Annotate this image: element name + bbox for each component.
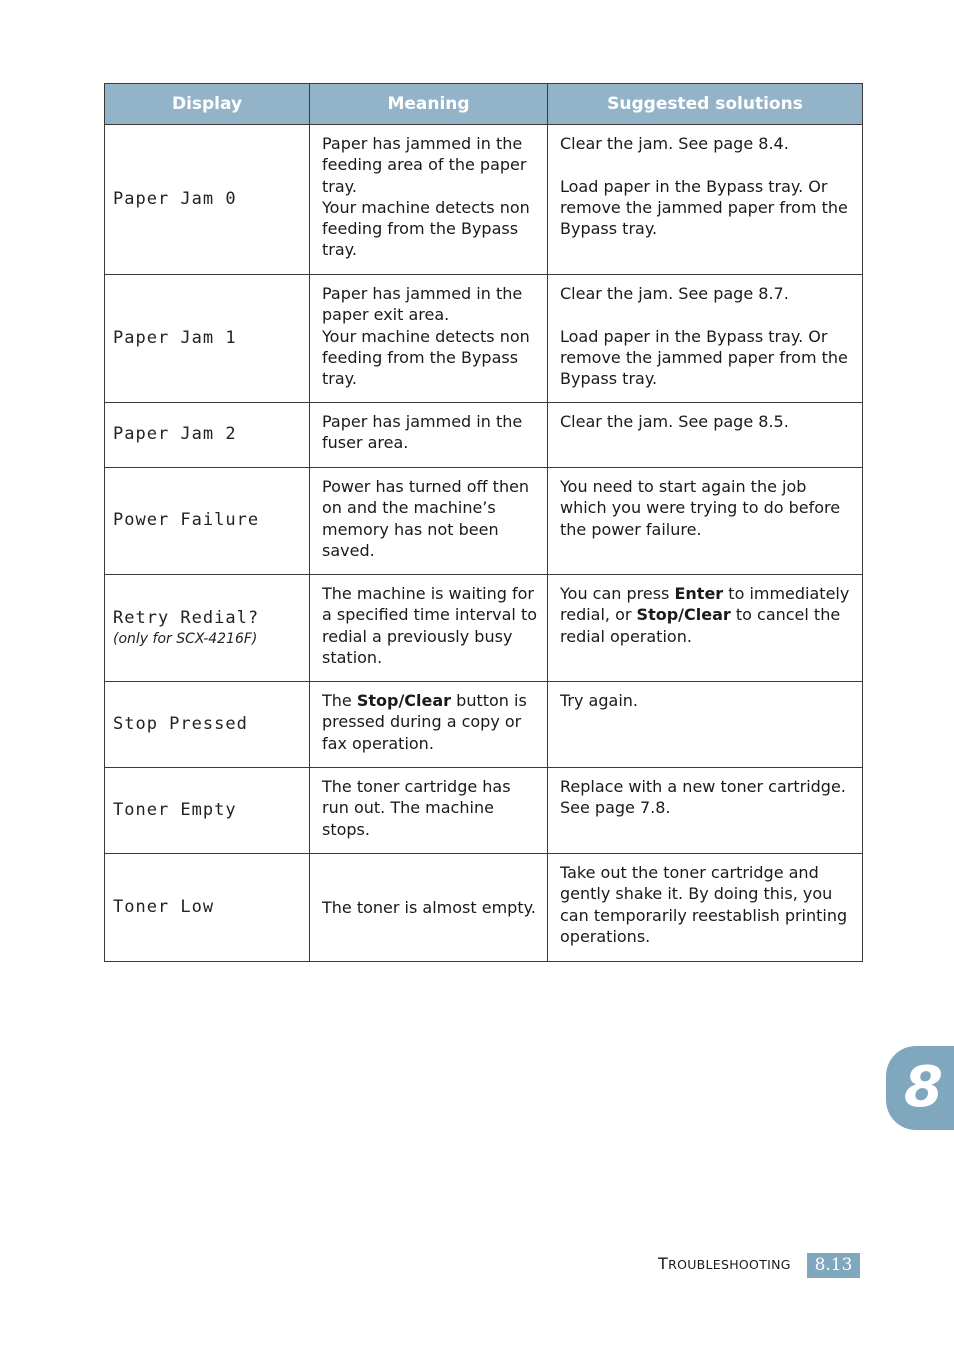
table-row (105, 403, 863, 468)
table-row (105, 854, 863, 962)
table-row (105, 468, 863, 575)
chapter-tab (886, 1046, 954, 1130)
meaning-cell: Paper has jammed in the fuser area. (310, 403, 548, 468)
chapter-number: 8 (904, 1055, 943, 1120)
section-title: TROUBLESHOOTING (658, 1254, 791, 1273)
solution-cell: Clear the jam. See page 8.4. Load paper in the Bypass tray. Or remove the jammed paper from the Bypass tray. (548, 125, 863, 275)
meaning-cell: The toner is almost empty. (310, 854, 548, 962)
display-message: Toner Low (105, 854, 310, 962)
header-suggested-solutions: Suggested solutions (548, 84, 863, 125)
table-row (105, 682, 863, 768)
solution-cell: Clear the jam. See page 8.5. (548, 403, 863, 468)
display-message: Paper Jam 1 (105, 275, 310, 403)
meaning-cell: The toner cartridge has run out. The machine stops. (310, 768, 548, 854)
meaning-cell: Power has turned off then on and the machine’s memory has not been saved. (310, 468, 548, 575)
solution-cell: Try again. (548, 682, 863, 768)
solution-cell: Take out the toner cartridge and gently shake it. By doing this, you can temporarily reestablish printing operations. (548, 854, 863, 962)
meaning-cell: The Stop/Clear button is pressed during a copy or fax operation. (310, 682, 548, 768)
display-message: Power Failure (105, 468, 310, 575)
stop-clear-key-label: Stop/Clear (636, 605, 731, 625)
solution-cell: Replace with a new toner cartridge. See page 7.8. (548, 768, 863, 854)
enter-key-label: Enter (674, 584, 724, 603)
display-message (105, 575, 310, 682)
error-messages-table (104, 83, 863, 962)
solution-cell: Clear the jam. See page 8.7. Load paper in the Bypass tray. Or remove the jammed paper from the Bypass tray. (548, 275, 863, 403)
meaning-cell: Paper has jammed in the feeding area of the paper tray. Your machine detects non feeding from the Bypass tray. (310, 125, 548, 275)
solution-cell: You need to start again the job which you were trying to do before the power failure. (548, 468, 863, 575)
page-number: 8.13 (807, 1253, 860, 1278)
table-header-row (105, 84, 863, 125)
solution-cell: You can press Enter to immediately redial, or Stop/Clear to cancel the redial operation. (548, 575, 863, 682)
header-meaning: Meaning (310, 84, 548, 125)
display-message: Paper Jam 0 (105, 125, 310, 275)
display-message: Toner Empty (105, 768, 310, 854)
table-row (105, 768, 863, 854)
table-row (105, 125, 863, 275)
table-row (105, 575, 863, 682)
header-display: Display (105, 84, 310, 125)
stop-clear-key-label: Stop/Clear (356, 691, 452, 710)
display-message: Stop Pressed (105, 682, 310, 768)
meaning-cell: The machine is waiting for a specified time interval to redial a previously busy station. (310, 575, 548, 682)
display-message-text: Retry Redial? (113, 608, 260, 629)
table-row (105, 275, 863, 403)
display-model-note: (only for SCX-4216F) (113, 630, 258, 647)
meaning-cell: Paper has jammed in the paper exit area. Your machine detects non feeding from the Bypass tray. (310, 275, 548, 403)
display-message: Paper Jam 2 (105, 403, 310, 468)
